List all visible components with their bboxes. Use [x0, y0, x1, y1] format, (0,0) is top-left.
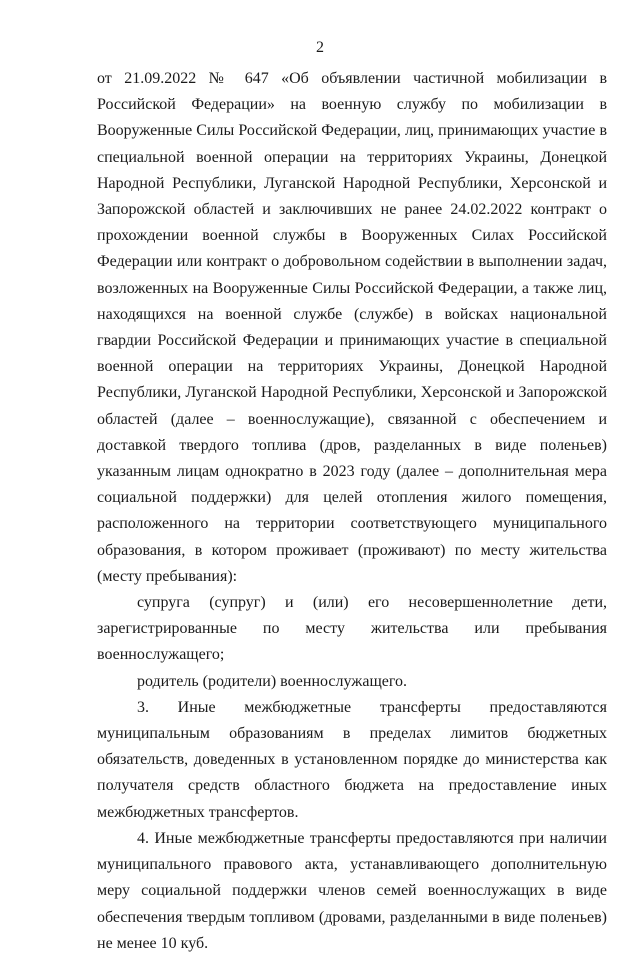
paragraph-item-4: 4. Иные межбюджетные трансферты предоставляются при наличии муниципального правового акта, устанавливающего дополнительную меру социальной поддержки членов семей военнослужащих в виде обеспечения твердым топливом (дровами, разделанными в виде поленьев) не менее 10 куб.: [97, 829, 607, 952]
document-body: [97, 66, 607, 957]
paragraph-item-3: 3. Иные межбюджетные трансферты предоставляются муниципальным образованиям в пределах лимитов бюджетных обязательств, доведенных в установленном порядке до министерства как получателя средств областного бюджета на предоставление иных межбюджетных трансфертов.: [97, 698, 607, 821]
paragraph-parents: родитель (родители) военнослужащего.: [137, 672, 408, 690]
paragraph-continuation: от 21.09.2022 № 647 «Об объявлении частичной мобилизации в Российской Федерации» на военную службу по мобилизации в Вооруженные Силы Российской Федерации, лиц, принимающих участие в специальной военной операции на территориях Украины, Донецкой Народной Республики, Луганской Народной Республики, Херсонской и Запорожской областей и заключивших не ранее 24.02.2022 контракт о прохождении военной службы в Вооруженных Силах Российской Федерации или контракт о добровольном содействии в выполнении задач, возложенных на Вооруженные Силы Российской Федерации, а также лиц, находящихся на военной службе (службе) в войсках национальной гвардии Российской Федерации и принимающих участие в специальной военной операции на территориях Украины, Донецкой Народной Республики, Луганской Народной Республики, Херсонской и Запорожской областей (далее – военнослужащие), связанной с обеспечением и доставкой твердого топлива (дров, разделанных в виде поленьев) указанным лицам однократно в 2023 году (далее – дополнительная мера социальной поддержки) для целей отопления жилого помещения, расположенного на территории соответствующего муниципального образования, в котором проживает (проживают) по месту жительства (месту пребывания):: [97, 70, 607, 585]
page-number: 2: [316, 39, 324, 56]
paragraph-spouse-children: супруга (супруг) и (или) его несовершеннолетние дети, зарегистрированные по месту жительства или пребывания военнослужащего;: [97, 594, 607, 664]
